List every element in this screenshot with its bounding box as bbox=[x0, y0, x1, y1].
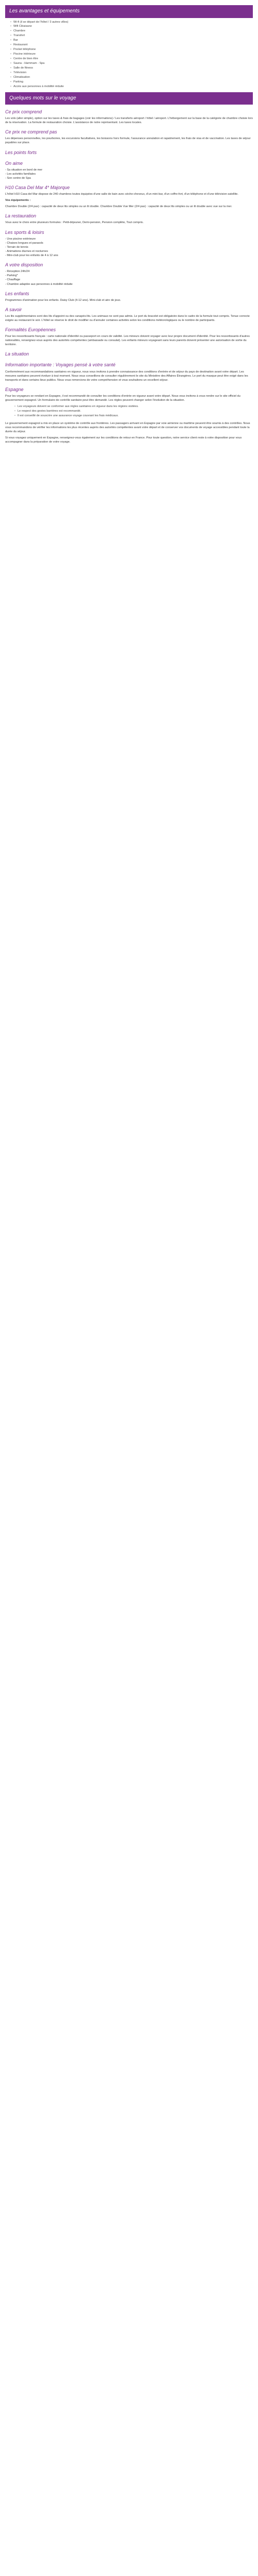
section-title: Espagne bbox=[5, 386, 24, 392]
section-text: Les lits supplémentaires sont des lits d'appoint ou des canapés-lits. Les animaux ne sont pas admis. Le port du bracelet est obligatoire dans le cadre de la formule tout compris. Tenue correcte exigée au restaurant le soir. L'hôtel se réserve le droit de modifier ou d'annuler certaines activités selon les conditions météorologiques ou le nombre de participants. bbox=[5, 314, 250, 322]
section-title: Formalités Européennes bbox=[5, 327, 56, 333]
list-item: • Restaurant bbox=[10, 43, 253, 47]
section-text: Pour les voyageurs se rendant en Espagne, il est recommandé de consulter les conditions d'entrée en vigueur avant votre départ. Nous vous invitons à vous rendre sur le site officiel du gouvernement espagnol. Un formulaire de contrôle sanitaire peut être demandé. Les règles peuvent changer selon l'évolution de la situation. bbox=[5, 394, 240, 402]
section-text: - Réception 24h/24 - Parking* - Chauffage - Chambre adaptée aux personnes à mobilité réduite bbox=[5, 270, 73, 286]
list-item: • Les voyageurs doivent se conformer aux règles sanitaires en vigueur dans les régions visitées. bbox=[14, 404, 253, 409]
section-title: La restauration bbox=[5, 213, 37, 219]
section-title: La situation bbox=[5, 351, 29, 357]
list-item: • Wi-fi (il se départ de l'hôtel / 3 autres villes) bbox=[10, 20, 253, 25]
health-list bbox=[5, 404, 253, 418]
list-item: • Télévision bbox=[10, 71, 253, 75]
section-title: A votre disposition bbox=[5, 262, 43, 268]
section-title: Les enfants bbox=[5, 291, 29, 296]
list-item: • Piscine intérieure bbox=[10, 52, 253, 57]
section-subtitle: Vos équipements : bbox=[5, 199, 31, 202]
section-text: Si vous voyagez uniquement en Espagne, renseignez-vous également sur les conditions de retour en France. Pour toute question, notre service client reste à votre disposition pour vous accompagner dans la préparation de votre voyage. bbox=[5, 436, 242, 444]
section-title: H10 Casa Del Mar 4* Majorque bbox=[5, 185, 70, 191]
section-title: Information importante : Voyages pensé à votre santé bbox=[5, 362, 116, 368]
section-title: Ce prix comprend bbox=[5, 109, 42, 115]
advantages-banner: Les avantages et équipements bbox=[5, 5, 253, 18]
section-text: Pour les ressortissants français : carte nationale d'identité ou passeport en cours de validité. Les mineurs doivent voyager avec leur propre document d'identité. Pour les ressortissants d'autres nationalités, renseignez-vous auprès des autorités compétentes (ambassade ou consulat). Les enfants mineurs voyageant sans leurs parents doivent présenter une autorisation de sortie du territoire. bbox=[5, 335, 250, 347]
section-text: Les dépenses personnelles, les pourboires, les excursions facultatives, les boissons hors formule, l'assurance annulation et rapatriement, les frais de visa et de vaccination. Les taxes de séjour payables sur place. bbox=[5, 137, 251, 145]
hotel-description bbox=[5, 0, 253, 451]
section-title: On aime bbox=[5, 160, 23, 166]
advantages-list bbox=[5, 20, 253, 89]
section-text: - Une piscine extérieure - Chaises longues et parasols - Terrain de tennis - Animations diurnes et nocturnes - Mini-club pour les enfants de 4 à 12 ans bbox=[5, 237, 58, 258]
section-text: Chambre Double (2/4 pax) : capacité de deux lits simples ou un lit double. Chambre Double Vue Mer (2/4 pax) : capacité de deux lits simples ou un lit double avec vue sur la mer. bbox=[5, 205, 232, 209]
section-text: Programmes d'animation pour les enfants. Daisy Club (4-12 ans). Mini-club et aire de jeux. bbox=[5, 298, 121, 302]
section-text: - Sa situation en bord de mer - Les activités familiales - Son centre de Spa bbox=[5, 168, 43, 180]
list-item: • Le respect des gestes barrières est recommandé. bbox=[14, 409, 253, 414]
section-title: A savoir bbox=[5, 307, 22, 312]
list-item: • Chambre bbox=[10, 29, 253, 33]
list-item: • Il est conseillé de souscrire une assurance voyage couvrant les frais médicaux. bbox=[14, 414, 253, 418]
list-item: • Salle de fitness bbox=[10, 66, 253, 71]
list-item: • Accès aux personnes à mobilité réduite bbox=[10, 84, 253, 89]
section-title: Les points forts bbox=[5, 149, 37, 155]
list-item: • Centre de bien être bbox=[10, 57, 253, 61]
section-text: Conformément aux recommandations sanitaires en vigueur, nous vous invitons à prendre connaissance des conditions d'entrée et de séjour du pays de destination avant votre départ. Les mesures sanitaires peuvent évoluer à tout moment. Nous vous conseillons de consulter régulièrement le site du Ministère des Affaires Étrangères. Le port du masque peut être exigé dans les transports et dans certains lieux publics. Nous vous remercions de votre compréhension et vous souhaitons un excellent séjour. bbox=[5, 370, 248, 382]
list-item: • Transfert bbox=[10, 33, 253, 38]
list-item: • Climatisation bbox=[10, 75, 253, 80]
section-text: Les vols (aller simple), option sur les taxes & frais de bagages (voir les informations) / Les transferts aéroport / hôtel / aéroport. L'hébergement sur la base de la catégorie de chambre choisie lors de la réservation. La formule de restauration choisie. L'assistance de notre représentant. Les taxes locales. bbox=[5, 117, 253, 125]
section-text: Vous avez le choix entre plusieurs formules : Petit-déjeuner, Demi-pension, Pension complète, Tout compris. bbox=[5, 221, 144, 225]
section-title: Les sports & loisirs bbox=[5, 229, 44, 235]
list-item: • Sauna - Hammam - Spa bbox=[10, 61, 253, 66]
section-text: L'hôtel H10 Casa del Mar dispose de 240 chambres toutes équipées d'une salle de bain avec sèche-cheveux, d'un mini-bar, d'un coffre-fort, d'un téléphone et d'une télévision satellite. bbox=[5, 193, 238, 196]
list-item: • Bar bbox=[10, 38, 253, 43]
list-item: • Wifi Cléaisane bbox=[10, 24, 253, 29]
section-text: Le gouvernement espagnol a mis en place un système de contrôle aux frontières. Les passagers arrivant en Espagne par voie aérienne ou maritime peuvent être soumis à des contrôles. Nous vous recommandons de vérifier les informations les plus récentes auprès des autorités compétentes avant votre départ et de conserver vos documents de voyage accessibles pendant toute la durée du séjour. bbox=[5, 421, 250, 434]
know-banner: Quelques mots sur le voyage bbox=[5, 92, 253, 105]
section-title: Ce prix ne comprend pas bbox=[5, 129, 57, 135]
list-item: • Pocket téléphone bbox=[10, 47, 253, 52]
list-item: • Parking bbox=[10, 80, 253, 84]
